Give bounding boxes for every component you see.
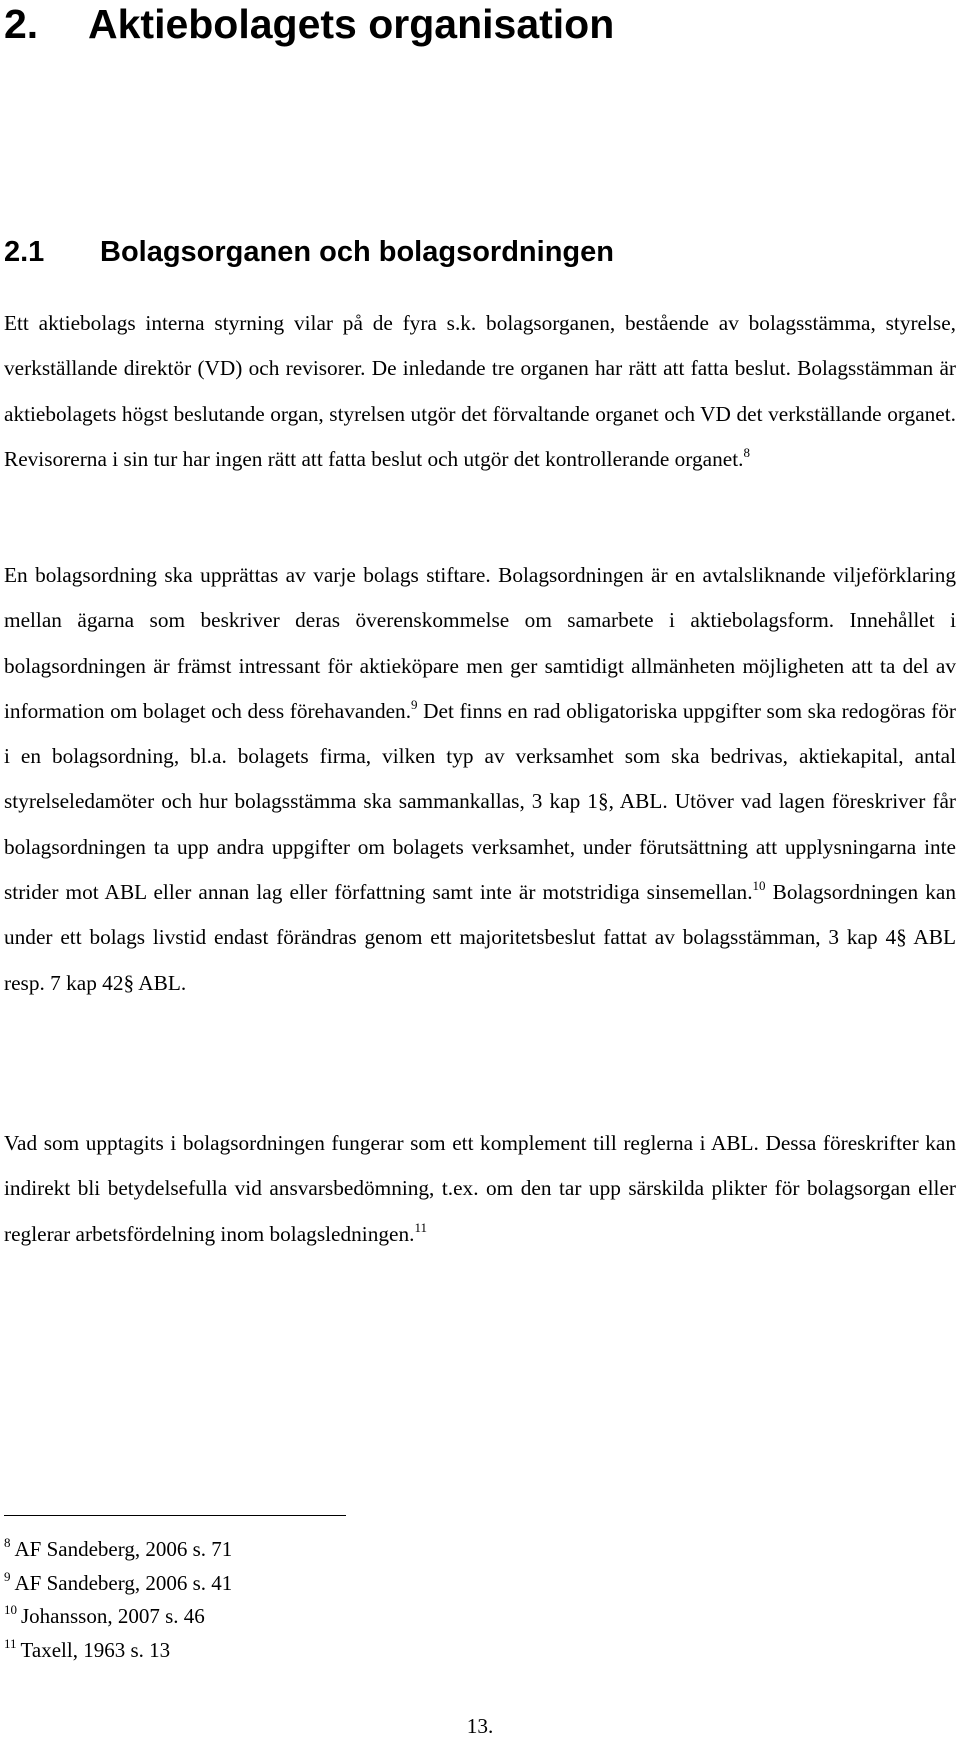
paragraph-1 [4,301,956,482]
footnote-reference[interactable]: 8 [743,444,750,460]
chapter-title: Aktiebolagets organisation [88,1,615,47]
paragraph-3 [4,1121,956,1257]
paragraph-text: Vad som upptagits i bolagsordningen fungerar som ett komplement till reglerna i ABL. Dessa föreskrifter kan indirekt bli betydelsefulla vid ansvarsbedömning, t.ex. om den tar upp särskilda plikter för bolagsorgan eller reglerar arbetsfördelning inom bolagsledningen. [4,1131,956,1246]
paragraph-text: En bolagsordning ska upprättas av varje bolags stiftare. Bolagsordningen är en avtalsliknande viljeförklaring mellan ägarna som beskriver deras överenskommelse om samarbete i aktiebolagsform. Innehållet i bolagsordningen är främst intressant för aktieköpare men ger samtidigt allmänheten möjligheten att ta del av information om bolaget och dess förehavanden. [4,563,956,723]
footnote-reference[interactable]: 9 [411,696,418,712]
footnote-number: 10 [4,1602,17,1617]
section-number: 2.1 [4,236,45,268]
paragraph-text: Ett aktiebolags interna styrning vilar på de fyra s.k. bolagsorganen, bestående av bolagsstämma, styrelse, verkställande direktör (VD) och revisorer. De inledande tre organen har rätt att fatta beslut. Bolagsstämman är aktiebolagets högst beslutande organ, styrelsen utgör det förvaltande organet och VD det verkställande organet. Revisorerna i sin tur har ingen rätt att fatta beslut och utgör det kontrollerande organet. [4,311,956,471]
footnote-text: Johansson, 2007 s. 46 [21,1604,205,1628]
footnote-item [4,1533,704,1567]
footnote-reference[interactable]: 11 [414,1219,427,1235]
footnote-reference[interactable]: 10 [752,878,766,894]
footnote-item [4,1567,704,1601]
footnote-item [4,1600,704,1634]
footnote-number: 11 [4,1635,17,1651]
footnote-item [4,1634,704,1668]
chapter-number: 2. [4,1,39,47]
footnote-text: Taxell, 1963 s. 13 [20,1637,171,1662]
footnote-number: 9 [4,1568,11,1584]
footnote-divider [4,1515,346,1516]
page-number: 13. [466,1714,494,1738]
paragraph-text: Bolagsordningen kan under ett bolags livstid endast förändras genom ett majoritetsbeslut fattat av bolagsstämman, 3 kap 4§ ABL resp. 7 kap 42§ ABL. [4,880,956,995]
section-title: Bolagsorganen och bolagsordningen [100,236,614,268]
paragraph-2 [4,553,956,1006]
footnote-text: AF Sandeberg, 2006 s. 71 [14,1537,233,1561]
footnote-text: AF Sandeberg, 2006 s. 41 [14,1570,233,1595]
footnote-number: 8 [4,1535,11,1550]
section-heading [4,232,614,272]
footnote-list [4,1533,704,1667]
paragraph-text: Det finns en rad obligatoriska uppgifter som ska redogöras för i en bolagsordning, bl.a. bolagets firma, vilken typ av verksamhet som ska bedrivas, aktiekapital, antal styrelseledamöter och hur bolagsstämma ska sammankallas, 3 kap 1§, ABL. Utöver vad lagen föreskriver får bolagsordningen ta upp andra uppgifter om bolagets verksamhet, under förutsättning att upplysningarna inte strider mot ABL eller annan lag eller författning samt inte är motstridiga sinsemellan. [4,698,956,905]
chapter-heading [4,0,614,48]
